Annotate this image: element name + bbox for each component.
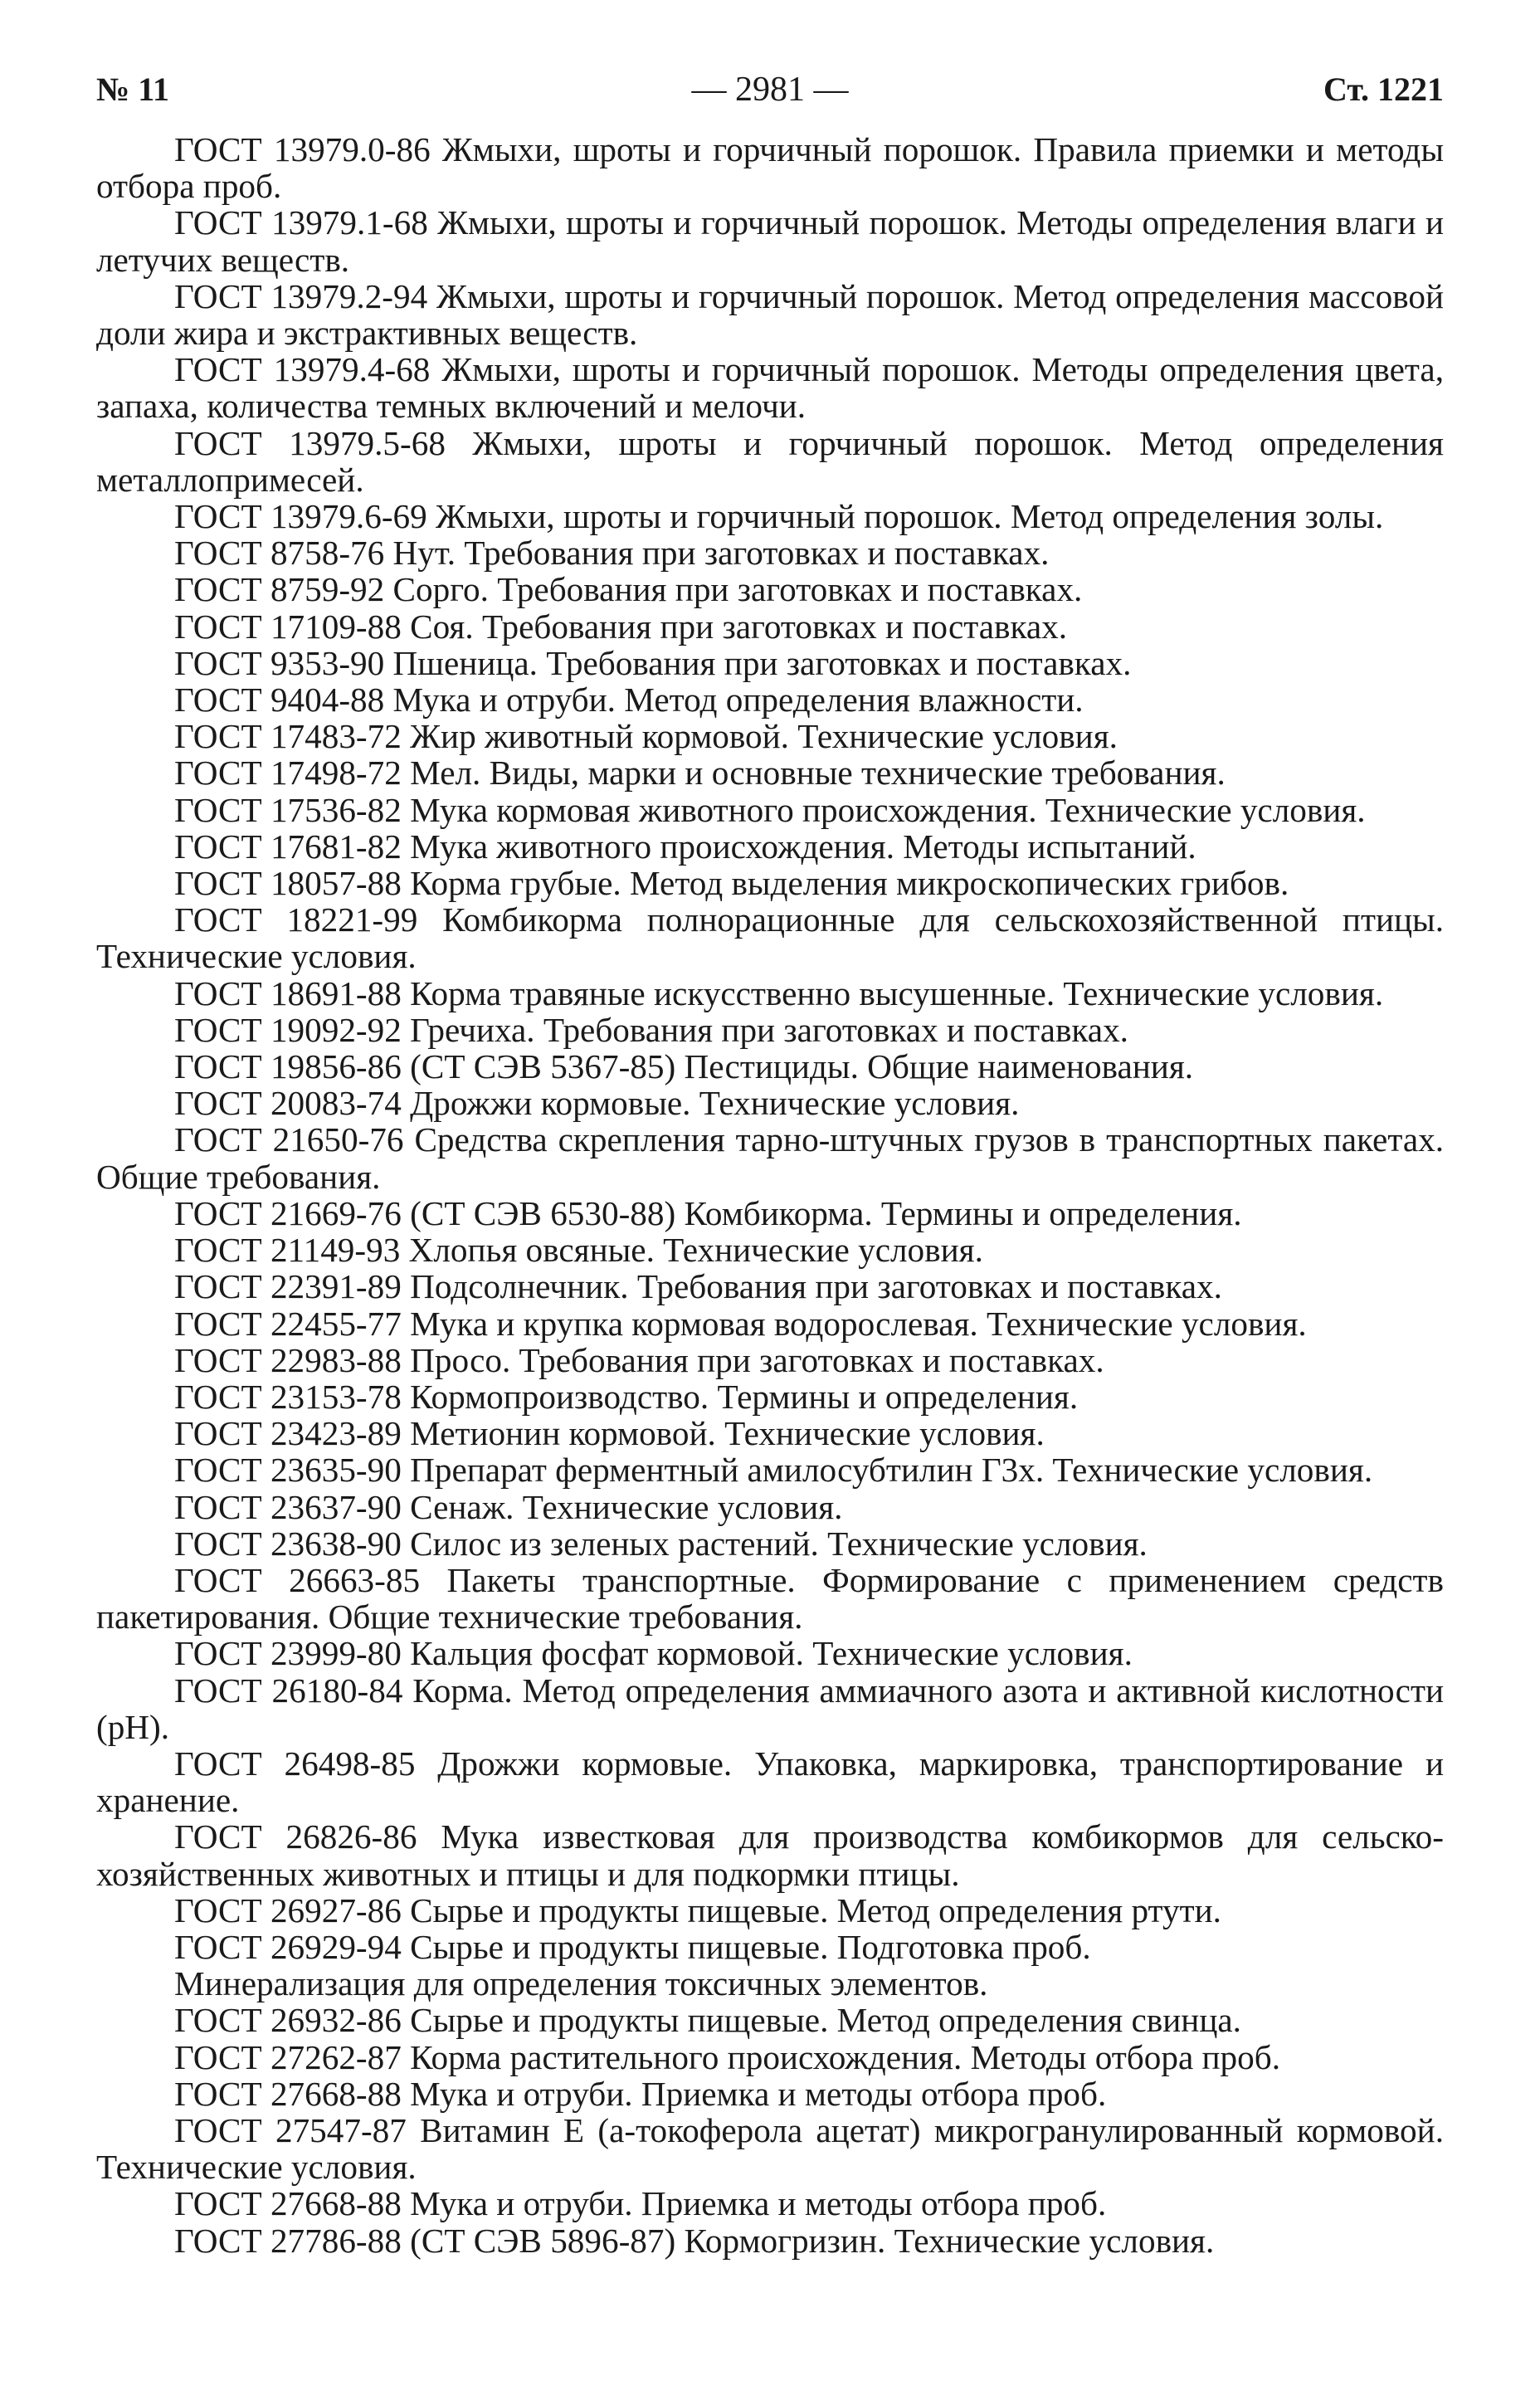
standard-entry: ГОСТ 26929-94 Сырье и продукты пищевые. Подготовка проб. bbox=[174, 1927, 1091, 1966]
standard-entry: ГОСТ 17681-82 Мука животного происхождения. Методы испытаний. bbox=[174, 827, 1196, 866]
standard-entry: ГОСТ 18057-88 Корма грубые. Метод выделения микроскопических грибов. bbox=[174, 864, 1289, 903]
standard-entry: ГОСТ 26927-86 Сырье и продукты пищевые. Метод определения ртути. bbox=[174, 1890, 1221, 1929]
standard-entry: ГОСТ 22391-89 Подсолнечник. Требования при заготовках и поставках. bbox=[174, 1267, 1222, 1306]
standard-entry: ГОСТ 22983-88 Просо. Требования при заготовках и поставках. bbox=[174, 1340, 1104, 1379]
standard-entry: ГОСТ 26498-85 Дрожжи кормовые. Упаковка, маркировка, транспортирование и хранение. bbox=[96, 1744, 1444, 1820]
standard-entry: ГОСТ 13979.0-86 Жмыхи, шроты и горчичный порошок. Правила приемки и методы отбора проб. bbox=[96, 130, 1444, 206]
standard-entry: ГОСТ 19856-86 (СТ СЭВ 5367-85) Пестициды. Общие наименования. bbox=[174, 1047, 1194, 1086]
standard-entry: ГОСТ 8759-92 Сорго. Требования при заготовках и поставках. bbox=[174, 570, 1083, 609]
standard-entry: ГОСТ 17109-88 Соя. Требования при заготовках и поставках. bbox=[174, 607, 1068, 646]
standard-entry-continuation: Минерализация для определения токсичных элементов. bbox=[174, 1964, 988, 2003]
standard-entry: ГОСТ 27547-87 Витамин Е (а-токоферола ацетат) микрогранулированный кормовой. Технические условия. bbox=[96, 2110, 1444, 2187]
standard-entry: ГОСТ 13979.6-69 Жмыхи, шроты и горчичный порошок. Метод определения золы. bbox=[174, 497, 1384, 536]
standard-entry: ГОСТ 23423-89 Метионин кормовой. Технические условия. bbox=[174, 1414, 1045, 1453]
standard-entry: ГОСТ 23637-90 Сенаж. Технические условия. bbox=[174, 1487, 843, 1526]
standard-entry: ГОСТ 23153-78 Кормопроизводство. Термины и определения. bbox=[174, 1377, 1079, 1416]
standard-entry: ГОСТ 18691-88 Корма травяные искусственно высушенные. Технические условия. bbox=[174, 973, 1384, 1012]
standard-entry: ГОСТ 20083-74 Дрожжи кормовые. Технические условия. bbox=[174, 1084, 1020, 1123]
article-number: Ст. 1221 bbox=[1323, 71, 1444, 108]
standard-entry: ГОСТ 26180-84 Корма. Метод определения аммиачного азота и активной кислотности (рН). bbox=[96, 1671, 1444, 1746]
standard-entry: ГОСТ 13979.2-94 Жмыхи, шроты и горчичный порошок. Метод определения массовой доли жира и экстрактивных веществ. bbox=[96, 276, 1444, 353]
standard-entry: ГОСТ 21669-76 (СТ СЭВ 6530-88) Комбикорма. Термины и определения. bbox=[174, 1193, 1242, 1232]
page-header bbox=[96, 70, 1444, 120]
standard-entry: ГОСТ 17536-82 Мука кормовая животного происхождения. Технические условия. bbox=[174, 790, 1366, 829]
standard-entry: ГОСТ 9404-88 Мука и отруби. Метод определения влажности. bbox=[174, 680, 1084, 720]
standard-entry: ГОСТ 8758-76 Нут. Требования при заготовках и поставках. bbox=[174, 534, 1050, 573]
standard-entry: ГОСТ 22455-77 Мука и крупка кормовая водорослевая. Технические условия. bbox=[174, 1304, 1307, 1343]
standard-entry: ГОСТ 21650-76 Средства скрепления тарно-штучных грузов в транспортных пакетах. Общие требования. bbox=[96, 1120, 1444, 1196]
standard-entry: ГОСТ 17483-72 Жир животный кормовой. Технические условия. bbox=[174, 717, 1118, 756]
standard-entry: ГОСТ 13979.1-68 Жмыхи, шроты и горчичный порошок. Методы определения влаги и летучих веществ. bbox=[96, 203, 1444, 279]
standard-entry: ГОСТ 9353-90 Пшеница. Требования при заготовках и поставках. bbox=[174, 643, 1132, 682]
standard-entry: ГОСТ 26826-86 Мука известковая для производства комбикормов для сельскохозяйственных животных и птицы и для подкормки птицы. bbox=[96, 1817, 1444, 1893]
issue-number: № 11 bbox=[96, 71, 169, 108]
standard-entry: ГОСТ 23638-90 Силос из зеленых растений. Технические условия. bbox=[174, 1524, 1148, 1563]
standard-entry: ГОСТ 27668-88 Мука и отруби. Приемка и методы отбора проб. bbox=[174, 2184, 1107, 2223]
standard-entry: ГОСТ 27786-88 (СТ СЭВ 5896-87) Кормогризин. Технические условия. bbox=[174, 2221, 1215, 2260]
standard-entry: ГОСТ 17498-72 Мел. Виды, марки и основные технические требования. bbox=[174, 754, 1226, 793]
standards-list bbox=[96, 131, 1444, 2259]
standard-entry: ГОСТ 13979.5-68 Жмыхи, шроты и горчичный порошок. Метод определения металлопримесей. bbox=[96, 423, 1444, 499]
standard-entry: ГОСТ 27668-88 Мука и отруби. Приемка и методы отбора проб. bbox=[174, 2074, 1107, 2113]
standard-entry: ГОСТ 27262-87 Корма растительного происхождения. Методы отбора проб. bbox=[174, 2037, 1280, 2076]
standard-entry: ГОСТ 23999-80 Кальция фосфат кормовой. Технические условия. bbox=[174, 1634, 1133, 1673]
standard-entry: ГОСТ 21149-93 Хлопья овсяные. Технические условия. bbox=[174, 1231, 983, 1270]
standard-entry: ГОСТ 19092-92 Гречиха. Требования при заготовках и поставках. bbox=[174, 1010, 1128, 1049]
standard-entry: ГОСТ 26932-86 Сырье и продукты пищевые. Метод определения свинца. bbox=[174, 2001, 1241, 2040]
standard-entry: ГОСТ 23635-90 Препарат ферментный амилосубтилин Г3х. Технические условия. bbox=[174, 1451, 1373, 1490]
standard-entry: ГОСТ 18221-99 Комбикорма полнорационные для сельскохозяйственной птицы. Технические условия. bbox=[96, 900, 1444, 976]
standard-entry: ГОСТ 13979.4-68 Жмыхи, шроты и горчичный порошок. Методы определения цвета, запаха, количества темных включений и мелочи. bbox=[96, 350, 1444, 426]
standard-entry: ГОСТ 26663-85 Пакеты транспортные. Формирование с применением средств пакетирования. Общие технические требования. bbox=[96, 1560, 1444, 1637]
page-number: — 2981 — bbox=[691, 71, 849, 109]
